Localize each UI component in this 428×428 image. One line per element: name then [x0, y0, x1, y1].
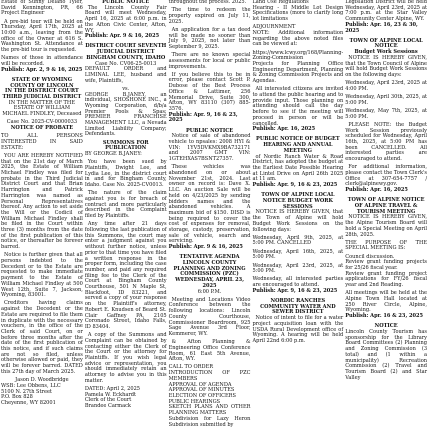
notice-text: Wednesday, April 23rd, 2025 at 4:00 PM.: [345, 80, 428, 92]
notice-text: Subdivision for Lazy Heron Subdivision submitted by: [168, 415, 251, 428]
notice-text: These vehicles was abandoned on or about November 21st, 2024. Last owner on record is: Dave X. LLC. An auction Sale will be held on 4/23/2025 by sending bidders names and the abandoned vehicles. A maximum bid of $150. DISD is being required to cover the cost of expenses for removal, storage, custody, preservation, sale of vehicle, search and servicing.: [168, 164, 251, 245]
notice-text: The Lincoln County Fair Board will meet Wednesday, April 16, 2025 at 6:00 p.m. in the Afton Civic Center, Afton, WY.: [84, 4, 167, 34]
notice-text: 6:00 P.M.: [197, 288, 222, 295]
notice-text: Notice is further given that all persons indebted to the Decedent or to the Estate are requested to make immediate payment to the Estate of William Michael Findley at 500 West 12th, Suite 7, Jackson, Wyoming, 83001.: [1, 252, 83, 299]
notice-text: Wednesday, all interested parties are encouraged to attend.: [252, 276, 344, 289]
publish-line: Publish: Apr. 16, 2025: [252, 126, 316, 133]
notice-text: NOTICE IS HEREBY GIVEN, that the Town Council of Alpine will hold Budget Work Sessions on the following days:: [345, 54, 428, 78]
notice-text: NOTICE IS HEREBY GIVEN, that the Town of Alpine will hold Budget Work Sessions on the following days:: [252, 209, 344, 233]
notice-text: All meetings will be held at the Alpine Town Hall located at 250 River Circle, Alpine, Wyoming.: [345, 290, 428, 314]
notice-text: A copy of the Summons and Complaint can be obtained by contacting either the Clerk of the Court or the attorney for Plaintiffs. If you wish legal advice or representation, you should immediately retain an attorney to advise you in this matter.: [84, 332, 167, 384]
notice-text: THE PURPOSE OF THE SPECIAL MEETING IS:: [345, 239, 428, 252]
notice-text: Review grant funding projects for 25/26 fiscal year.: [345, 259, 428, 272]
notice-text: APPROVAL OF MINUTES: [168, 387, 235, 394]
notice-text: https://www.lcwy.org/168/Planning-Zoning-Commission: [252, 49, 344, 62]
notice-heading: TOWN OF ALPINE NOTICE OF ALPINE TRAVEL & TOURISM MEETING: [347, 197, 425, 215]
notice-text: GEORGE B.JANEY, an individual, SHOSHONE INC., a Wyoming Corporation, d/b/a Premier Pools & Spas; PREMIER FRANCHISE MANAGEMENT LLC, a Nevada Limited Liability Company; Defendants.: [84, 91, 167, 138]
notice-text: NOTE: Additional information regarding the above noted files can be viewed at:: [252, 30, 344, 48]
notice-text: A pre-bid tour will be held on Thursday, April 17th, 2025 at 10:00 a.m., leaving from the office of the Owner at 616 S. Washington St. Attendance at the pre-bid tour is requested.: [1, 18, 83, 54]
notice-text: Cheyenne, WY 82001: [1, 399, 56, 406]
notice-text: YOU ARE HEREBY NOTIFIED that on the 21st day of March 2025, the Estate of William Michael Findley was filed for probate in the Third Judicial District Court and that Brian Harrington and Patrick Harrington was named as Personal Representatives thereof. Any action to set aside the Will or the Codicil of William Michael Findley shall be filed in the Court within three (3) months from the date of the first publication of this notice, or thereafter be forever barred.: [1, 152, 83, 251]
notice-text: Land Use Regulations: [252, 0, 309, 5]
notice-text: For additional information, please contact the Town Clerk's Office at 307-654-7757 / clerk@alpinewy.gov.: [345, 164, 428, 188]
notice-text: PLEASE NOTE: the Budget Work Session previously scheduled for Wednesday, April 16th, 2025, at 5:00 PM has been CANCELLED. All interested parties are encouraged to attend.: [345, 121, 428, 163]
notice-heading: STATE OF WYOMING: [11, 76, 73, 83]
column-4: [252, 0, 343, 400]
notice-text: An application for a tax deed will be made no sooner than July 9, 2025, not later than September 9, 2025.: [168, 26, 251, 50]
notice-text: PUBLIC HEARINGS: [168, 398, 221, 405]
column-2: [84, 0, 167, 410]
notice-text: Hearing - II Middle Lot Design Specifications (more to clarify long lot limitations: [252, 4, 344, 23]
notice-text: Lincoln County Tourism has sponsorship for the Library Board Committees (2) Planning and Zoning Commission (3 total) and (1 within a municipality) Recreation Commission (2) Travel and Tourism Board (2) and Star Valley: [345, 329, 428, 381]
publish-line: Publish: Apr. 9, 16 & 23, 2025: [252, 182, 338, 189]
notice-text: Review grant funding project applications for FY/26 fiscal year and 2nd Reading.: [345, 270, 428, 289]
notice-text: All interested citizens are invited to attend the public hearing and to provide input. Those planning on attending should call the day before to see if the meeting will proceed in person or will be cancelled.: [252, 86, 344, 127]
publish-line: Publish: Apr. 9, 16 & 23, 2025: [168, 111, 238, 124]
notice-heading: COUNTY OF LINCOLN: [10, 82, 74, 89]
publish-line: Publish: Apr. 16, 2025: [345, 187, 408, 194]
notice-heading: DISTRICT COURT SEVENTH JUDICIAL DISTRICT BINGHAM COUNTY, IDAHO: [85, 43, 167, 61]
notice-text: Case No. CV06-25-0013: [95, 60, 157, 67]
notice-text: Legislation District will be held Wednesday, April 23rd, 2025 at 7:00 p.m. at the Star Valley Community Center Alpine, WY.: [345, 0, 428, 23]
notice-text: NOTICE IS HEREBY GIVEN, the Alpine Tourism Board will hold a Special Meeting on April 28th, 2025.: [345, 214, 428, 238]
column-3: [168, 0, 251, 428]
notice-heading: IN THE DISTRICT COURT THIRD JUDICIAL DISTRICT: [2, 88, 82, 101]
notice-text: throughout the process. 2025.: [168, 0, 247, 5]
notice-text: Projects for Planning Office Engineering Department, Planning & Zoning Commission Projects and Agendas.: [252, 61, 344, 85]
notice-text: SKETCH PLANS AND OTHER PLANNING MATTERS: [168, 404, 251, 417]
notice-heading: NOTICE: [374, 323, 398, 330]
notice-text: & Afton Planning & Engineering Office Conference Room, 61 East 5th Avenue, Afton, WY.: [168, 339, 251, 363]
notice-text: Jason D. Woodbridge: [15, 377, 69, 384]
notice-heading: PUBLIC NOTICE OF BUDGET HEARING AND ANNUAL MEETING: [256, 136, 340, 154]
notice-text: WSB: Lee Obbens, LLC: [1, 382, 61, 389]
notice-heading: PUBLIC NOTICE: [185, 127, 234, 134]
notice-text: Wednesday, April 16th, 2025, at 5:00 PM.: [252, 248, 344, 261]
notice-text: The nature of the claim against you is for breach of contract and more particularly described in the Complaint filed by Plaintiffs.: [84, 190, 167, 220]
notice-text: Wednesday, April 9th, 2025, at 5:00 PM. CANCELLED: [252, 234, 344, 247]
notice-text: Clerk of the Court: [84, 397, 132, 404]
notice-text: Meeting and Locations Video Conference between the following locations: Lincoln County Courthouse, Commissioner Boardroom, 925 Sage Avenue 3rd Floor, Kemmerer, WY.: [168, 296, 251, 337]
notice-text: Wednesday, April 23rd, 2025, at 5:00 PM.: [252, 262, 344, 275]
notice-text: Notice of sale of abandoned vehicle to npsales: 2008 HYI & VIN: 1YV5DVKMX9BA732171 and 2007 GMT VIN: 1GTEHXAS7BSNT27357.: [168, 133, 251, 163]
notice-text: 5100 N. 27th Street: [1, 388, 52, 395]
notice-text: ELECTION OF OFFICERS: [168, 393, 236, 399]
publish-line: Publish: Apr. 2, 9 & 16, 2025: [1, 66, 83, 73]
publish-line: Publish: Apr. 9 & 16, 2025: [84, 33, 160, 40]
notice-text: There are no known special assessments for local or public improvements.: [168, 52, 251, 70]
notice-text: ADJOURNMENT: [252, 24, 296, 31]
publish-line: Publish: Apr. 16, 23 & 30, 2025: [345, 21, 418, 34]
notice-text: The time to redeem the property expired on July 11, 2025.: [168, 7, 251, 25]
notice-text: TO ALL PERSONS INTERESTED IN SAID ESTATE:: [1, 133, 83, 151]
notice-text: Notice of intent to file for a water project acquisition loan with the USDA Rural Development office of Wyoming. A hearing will be held April 22nd 6:00 p.m.: [252, 315, 344, 344]
notice-text: vs.: [122, 85, 130, 92]
notice-text: Wednesday, May 7th, 2025, at 5:00 PM.: [345, 107, 428, 120]
notice-text: You have been sued by Plaintiffs, Dwight Lee, and Lydia Lee, in the district court in and for Bingham County, Idaho. Case No. 2025-CV0013.: [84, 159, 167, 189]
notice-heading: Budget Work Sessions: [354, 49, 418, 56]
notice-heading: SUMMONS FOR PUBLICATION: [102, 139, 149, 152]
notice-text: DEFAULT ORDER and LIMINAL LEE, husband and wife, Plaintiffs,: [84, 66, 167, 84]
notice-text: Estate of Sunny Delano Tyler, David Kennington, PR, 66 Project Engineer: [1, 0, 83, 17]
notice-heading: NORDIC RANCHES COMMUNITY WATER AND SEWER DISTRICT: [260, 298, 336, 316]
column-5: [345, 0, 427, 400]
publish-line: Publish: Apr. 9 & 16, 2025: [168, 244, 243, 251]
notice-heading: NOTICE OF PROBATE: [10, 125, 74, 132]
notice-text: Names of those in attendance will be recorded.: [1, 55, 83, 68]
notice-text: IN THE MATTER OF THE ESTATE OF WILLIAM MICHAEL FINDLEY, Deceased: [2, 99, 82, 118]
notice-text: Any time after 21 days following the last publication of this Summons, the court may enter a judgment against you without further notice, unless prior to that time you have filed a written response in the proper form, including the case number, and paid any required filing fee to the Clerk of the Court at Bingham County Courthouse, 501 N Maple St, Blackfoot, ID 83221, and served a copy of your response on the Plaintiff's attorney, Robert E. Knudsen of Beard St. Clair Gaffney PA, 2105 Coronado Street, Idaho Falls, ID 83404.: [84, 221, 167, 330]
notice-text: Pamela W. Eckhardt: [84, 391, 137, 398]
notice-text: Wednesday, April 30th, 2025, at 5:00 PM.: [345, 94, 428, 106]
notice-heading: TENTATIVE AGENDA LINCOLN COUNTY PLANNING AND ZONING COMMISSION (PZC) WEDNESDAY, APRIL 23, 2025: [173, 254, 246, 289]
publish-line: Publish: Apr. 9, 16 & 23, 2025: [252, 287, 338, 294]
notice-text: of Nordic Ranch Water & Road District, has adopted the budget at the Earliest Date Possible Hearing at Lintel Drive on April 26th 2025 at 11 am.: [252, 153, 344, 183]
notice-text: CALL TO ORDER: [168, 364, 214, 371]
notice-text: If you believe this to be in error, please contact Scott P. Dubose of the Best Process Office & Lattimer, 256 Memorial Drive, Suite 300, Afton, WY 83110 (307) 885-3576.: [168, 71, 251, 112]
notice-text: Brandee Carmack: [84, 403, 131, 410]
notice-heading: TOWN OF ALPINE LOCAL NOTICE BUDGET WORK SESSIONS: [261, 192, 335, 210]
publish-line: Publish: Apr. 16 & 23, 2025: [345, 313, 424, 320]
notice-text: APPROVAL OF AGENDA: [168, 381, 232, 388]
notice-text: Creditors having claims against the Decedent or the Estate are required to file them in duplicate with the necessary vouchers, in the office of the Clerk of said Court, on or before three months after the date of the first publication of this notice, and if such claims are not so filed, unless otherwise allowed or paid, they will be forever barred. DATED this 27th day of March 2025.: [1, 300, 83, 375]
notice-heading: PUBLIC NOTICE: [102, 0, 150, 5]
notice-text: Council discussion.: [345, 253, 395, 260]
notice-heading: TOWN OF ALPINE LOCAL NOTICE: [349, 37, 423, 50]
notice-text: Case No. 2025-CV-0000033: [6, 119, 78, 126]
notice-text: DATED: April 2, 2025: [84, 386, 141, 392]
notice-text: P.O. Box 828: [1, 394, 33, 401]
notice-text: INTRODUCTION OF PZC MEMBERS: [168, 370, 251, 382]
column-1: [1, 0, 83, 406]
notice-text: BY GEORGE B.JANEY:: [84, 151, 142, 158]
